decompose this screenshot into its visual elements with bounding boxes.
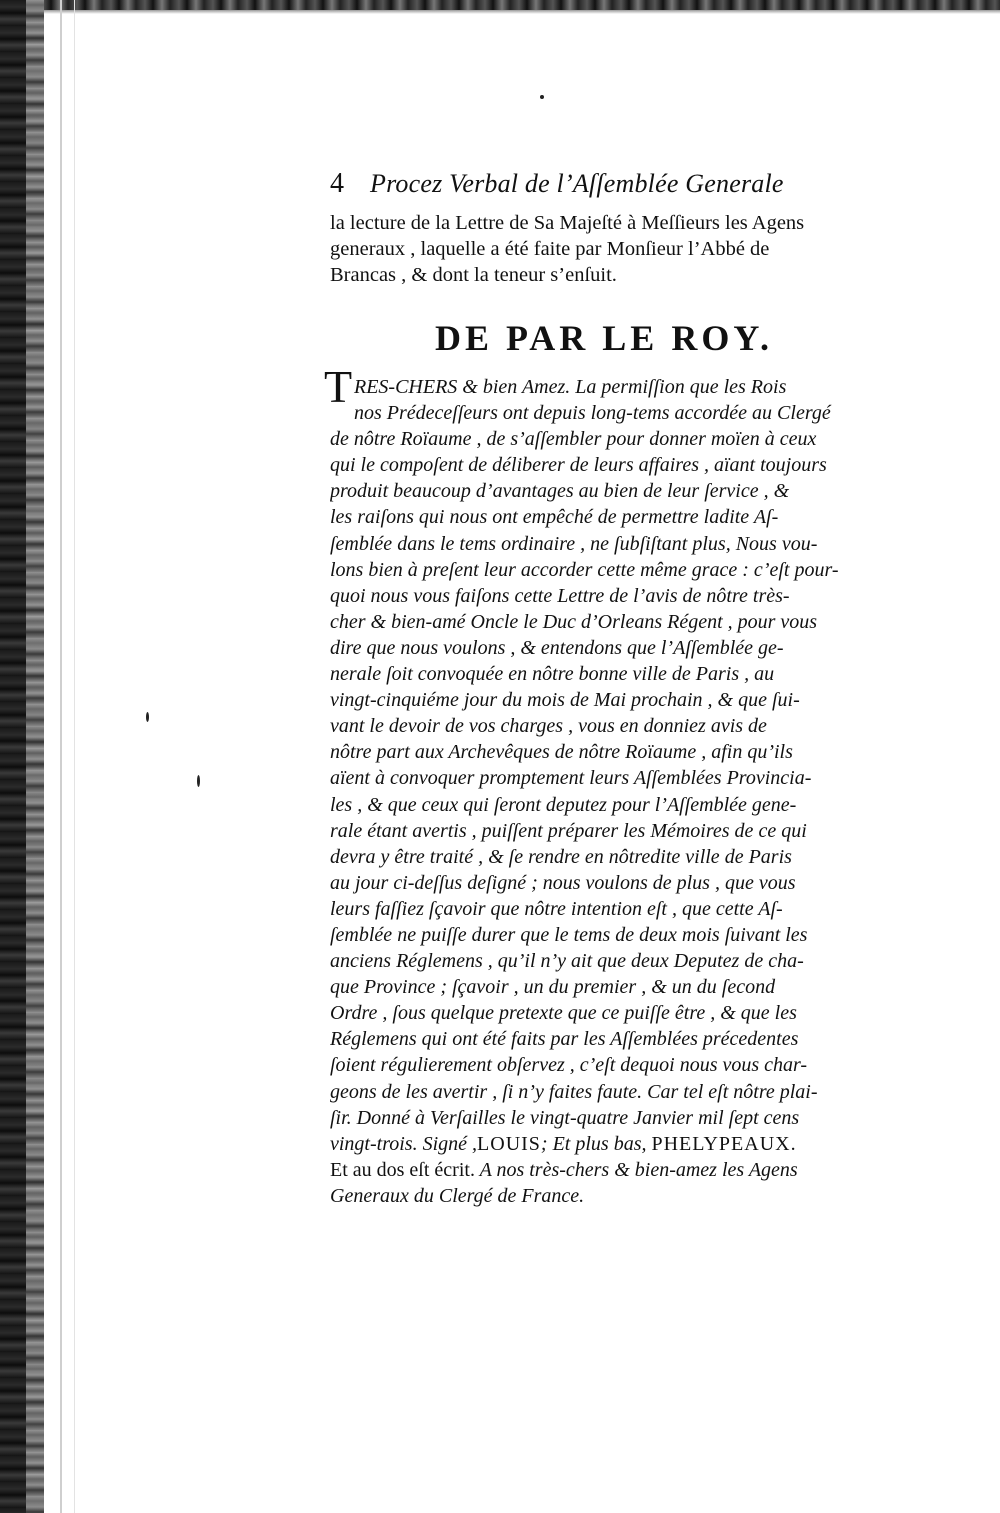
letter-line: anciens Réglemens , qu’il n’y ait que deux Deputez de cha- <box>330 950 804 973</box>
letter-line: produit beaucoup d’avantages au bien de leur ſervice , & <box>330 480 790 503</box>
letter-line: ſemblée ne puiſſe durer que le tems de deux mois ſuivant les <box>330 923 808 946</box>
letter-line: lons bien à preſent leur accorder cette même grace : c’eſt pour- <box>330 558 839 581</box>
letter-line: cher & bien-amé Oncle le Duc d’Orleans Régent , pour vous <box>330 610 818 633</box>
ink-speck <box>197 775 200 787</box>
letter-line: quoi nous vous faiſons cette Lettre de l’avis de nôtre très- <box>330 584 790 607</box>
letter-line: ſemblée dans le tems ordinaire , ne ſubſiſtant plus, Nous vou- <box>330 532 818 555</box>
ink-speck <box>146 712 149 722</box>
intro-line: Brancas , & dont la teneur s’enſuit. <box>330 264 617 286</box>
letter-line: RES-CHERS & bien Amez. La permiſſion que les Rois <box>354 376 787 398</box>
letter-line: de nôtre Roïaume , de s’aſſembler pour donner moïen à ceux <box>330 428 817 451</box>
gutter-line <box>60 0 62 1513</box>
letter-line: ſir. Donné à Verſailles le vingt-quatre Janvier mil ſept cens <box>330 1106 800 1129</box>
signature-line <box>330 1131 878 1157</box>
intro-line: generaux , laquelle a été faite par Monſieur l’Abbé de <box>330 238 770 260</box>
letter-line: Generaux du Clergé de France. <box>330 1184 585 1207</box>
letter-line: qui le compoſent de déliberer de leurs affaires , aïant toujours <box>330 454 827 477</box>
letter-line: au jour ci-deſſus deſigné ; nous voulons de plus , que vous <box>330 871 796 894</box>
letter-line: ſoient régulierement obſervez , c’eſt dequoi nous vous char- <box>330 1054 808 1077</box>
letter-line: vant le devoir de vos charges , vous en donniez avis de <box>330 715 767 738</box>
drop-cap: T <box>324 361 353 412</box>
intro-line: la lecture de la Lettre de Sa Majeſté à Meſſieurs les Agens <box>330 212 805 234</box>
letter-line: nerale ſoit convoquée en nôtre bonne ville de Paris , au <box>330 663 775 686</box>
address-italic: A nos très-chers & bien-amez les Agens <box>474 1158 798 1181</box>
royal-heading: DE PAR LE ROY. <box>434 318 774 358</box>
letter-line: rale étant avertis , puiſſent préparer les Mémoires de ce qui <box>330 819 807 842</box>
letter-line: nos Prédeceſſeurs ont depuis long-tems accordée au Clergé <box>354 402 831 425</box>
letter-line: les , & que ceux qui ſeront deputez pour l’Aſſemblée gene- <box>330 793 797 816</box>
gutter-line <box>74 0 75 1513</box>
signature-secretary: PHELYPEAUX. <box>651 1132 797 1155</box>
letter-line: les raiſons qui nous ont empêché de permettre ladite Aſ- <box>330 506 779 529</box>
address-line <box>330 1157 878 1183</box>
page-content <box>324 168 878 1209</box>
royal-letter <box>324 361 878 1209</box>
letter-line: nôtre part aux Archevêques de nôtre Roïaume , afin qu’ils <box>330 741 793 764</box>
running-head <box>330 168 878 210</box>
signature-prefix: vingt-trois. Signé , <box>330 1132 478 1155</box>
ink-speck <box>540 95 544 99</box>
scan-binding-edge <box>0 0 44 1513</box>
scan-top-edge <box>0 0 1000 14</box>
letter-line: geons de les avertir , ſi n’y faites faute. Car tel eſt nôtre plai- <box>330 1080 818 1103</box>
letter-line: Réglemens qui ont été faits par les Aſſemblées précedentes <box>330 1028 799 1051</box>
running-title: Procez Verbal de l’Aſſemblée Generale <box>370 169 784 198</box>
signature-king: LOUIS <box>477 1132 541 1155</box>
letter-line: aïent à convoquer promptement leurs Aſſemblées Provincia- <box>330 767 812 790</box>
letter-line: que Province ; ſçavoir , un du premier , & un du ſecond <box>330 976 776 999</box>
letter-line: devra y être traité , & ſe rendre en nôtredite ville de Paris <box>330 845 792 868</box>
signature-mid: ; Et plus bas, <box>540 1132 647 1155</box>
letter-line: leurs faſſiez ſçavoir que nôtre intention eſt , que cette Aſ- <box>330 897 783 920</box>
address-roman: Et au dos eſt écrit. <box>330 1158 475 1181</box>
letter-line: vingt-cinquiéme jour du mois de Mai prochain , & que ſui- <box>330 689 800 712</box>
letter-line: dire que nous voulons , & entendons que l’Aſſemblée ge- <box>330 636 784 659</box>
page-number: 4 <box>330 168 344 199</box>
intro-paragraph <box>330 210 878 288</box>
letter-line: Ordre , ſous quelque pretexte que ce puiſſe être , & que les <box>330 1002 797 1025</box>
